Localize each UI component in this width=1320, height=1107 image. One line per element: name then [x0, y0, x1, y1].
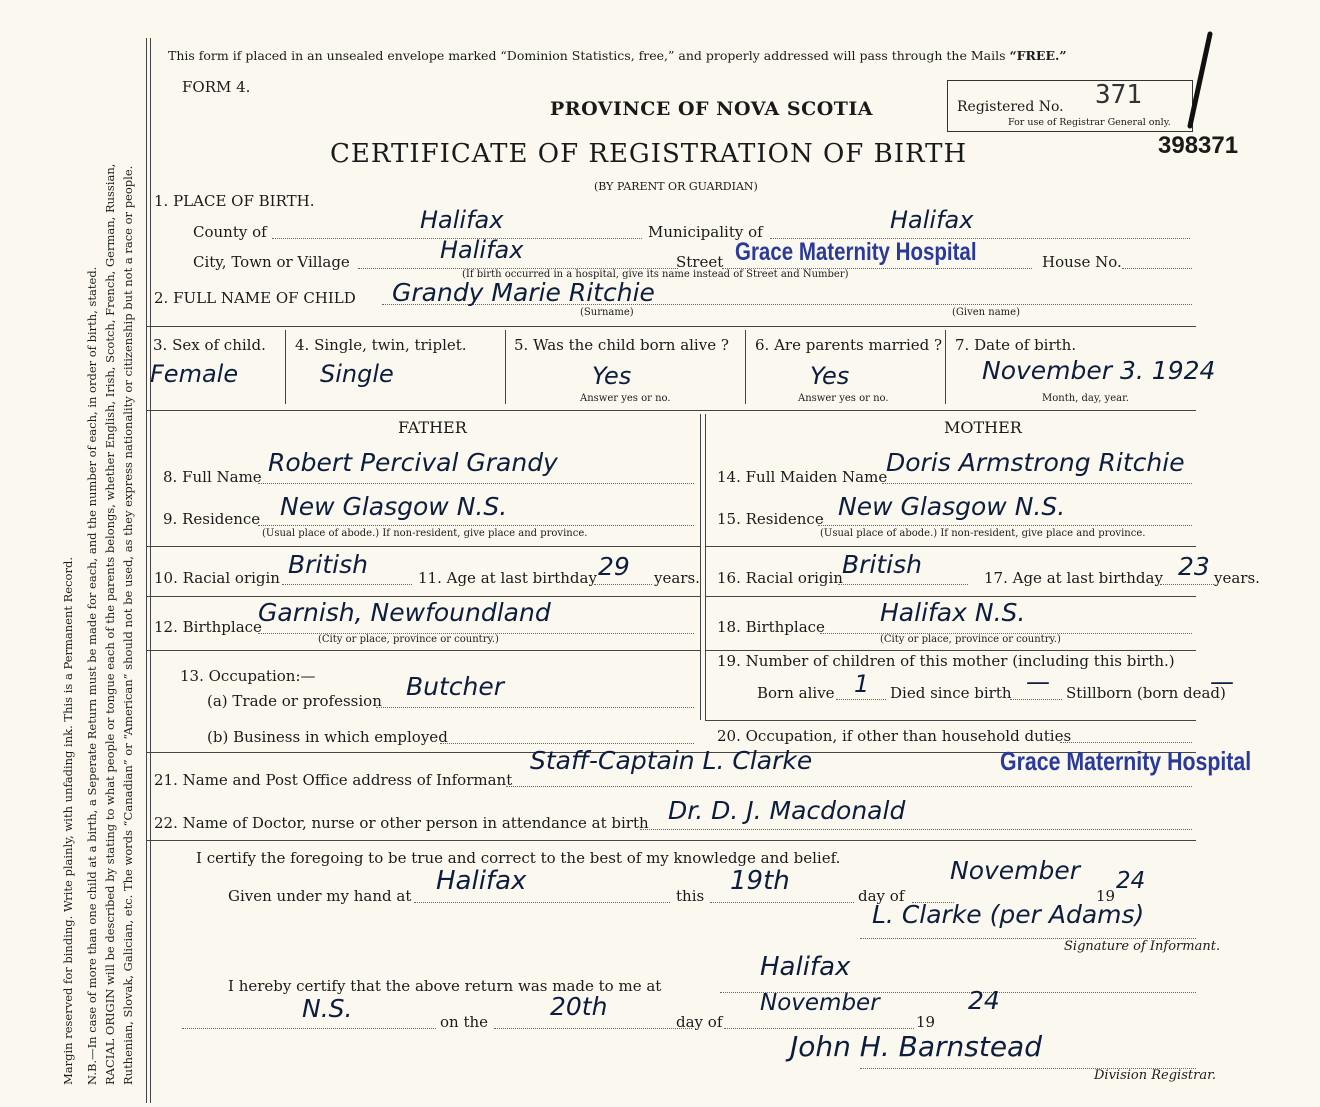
- form-number: FORM 4.: [182, 78, 251, 96]
- father-racial-value: British: [288, 550, 368, 579]
- father-years-label: years.: [654, 569, 700, 587]
- mother-residence-note: (Usual place of abode.) If non-resident, give place and province.: [820, 528, 1146, 539]
- mother-birthplace-label: 18. Birthplace: [717, 618, 825, 636]
- check-mark-icon: [1180, 30, 1220, 130]
- left-border: [146, 38, 147, 1103]
- mother-racial-label: 16. Racial origin: [717, 569, 843, 587]
- street-label: Street: [676, 253, 724, 271]
- county-value: Halifax: [420, 206, 504, 234]
- informant-name: Staff-Captain L. Clarke: [530, 746, 813, 775]
- street-hospital-stamp: Grace Maternity Hospital: [735, 238, 977, 266]
- margin-note-4: Ruthenian, Slovak, Galician, etc. The words “Canadian” or “American” should not be used, as they express nationality or citizenship but not a race or people.: [121, 165, 135, 1085]
- mother-name-value: Doris Armstrong Ritchie: [886, 448, 1185, 477]
- father-birthplace-label: 12. Birthplace: [154, 618, 262, 636]
- registrar-statement: I hereby certify that the above return was made to me at: [228, 977, 662, 995]
- registered-label: Registered No.: [957, 99, 1064, 115]
- margin-note-3: RACIAL ORIGIN will be described by stating to what people or tongue each of the parents belongs, whether English, Irish, Scotch, French, German, Russian,: [103, 163, 117, 1085]
- informant-signature-label: Signature of Informant.: [1064, 939, 1221, 954]
- sex-value: Female: [150, 360, 239, 388]
- given-at-label: Given under my hand at: [228, 887, 412, 905]
- trade-value: Butcher: [406, 672, 505, 701]
- mother-birthplace-value: Halifax N.S.: [880, 598, 1026, 627]
- certify-day-value: 19th: [730, 866, 790, 896]
- municipality-label: Municipality of: [648, 223, 763, 241]
- registrar-place-value: Halifax: [760, 952, 851, 982]
- mother-age-value: 23: [1178, 552, 1210, 581]
- municipality-value: Halifax: [890, 206, 974, 234]
- city-value: Halifax: [440, 236, 524, 264]
- doctor-label: 22. Name of Doctor, nurse or other person in attendance at birth: [154, 814, 649, 832]
- parents-married-label: 6. Are parents married ?: [755, 336, 943, 354]
- registrar-year-prefix: 19: [916, 1013, 936, 1031]
- certify-year-prefix: 19: [1096, 887, 1116, 905]
- surname-note: (Surname): [580, 307, 634, 318]
- stillborn-label: Stillborn (born dead): [1066, 684, 1226, 702]
- father-birthplace-note: (City or place, province or country.): [318, 634, 499, 645]
- this-label: this: [676, 887, 705, 905]
- parents-married-answer: Yes: [810, 362, 850, 390]
- child-name-value: Grandy Marie Ritchie: [392, 278, 655, 307]
- mother-heading: MOTHER: [944, 418, 1022, 437]
- given-name-note: (Given name): [952, 307, 1020, 318]
- certify-statement: I certify the foregoing to be true and correct to the best of my knowledge and belief.: [196, 849, 841, 867]
- margin-note-2: N.B.—In case of more than one child at a birth, a Seperate Return must be made for each, and the number of each, in order of birth, stated.: [85, 266, 99, 1085]
- registrar-signature-label: Division Registrar.: [1094, 1068, 1216, 1083]
- doctor-value: Dr. D. J. Macdonald: [668, 796, 906, 825]
- margin-note-1: Margin reserved for binding. Write plainly, with unfading ink. This is a Permanent Record.: [61, 557, 75, 1085]
- dob-note: Month, day, year.: [1042, 393, 1129, 404]
- place-of-birth-label: 1. PLACE OF BIRTH.: [154, 192, 315, 210]
- child-name-label: 2. FULL NAME OF CHILD: [154, 289, 356, 307]
- father-age-value: 29: [598, 552, 630, 581]
- born-alive-label: Born alive: [757, 684, 835, 702]
- registrar-day-value: 20th: [550, 992, 608, 1021]
- house-number-label: House No.: [1042, 253, 1122, 271]
- date-of-birth-value: November 3. 1924: [982, 356, 1216, 385]
- children-count-label: 19. Number of children of this mother (including this birth.): [717, 652, 1175, 670]
- registered-number: 371: [1095, 80, 1142, 110]
- died-since-birth-label: Died since birth: [890, 684, 1012, 702]
- mother-age-label: 17. Age at last birthday: [984, 569, 1163, 587]
- mother-years-label: years.: [1214, 569, 1260, 587]
- registrar-year-value: 24: [968, 986, 1000, 1015]
- document-subtitle: (BY PARENT OR GUARDIAN): [594, 180, 758, 193]
- mother-name-label: 14. Full Maiden Name: [717, 468, 888, 486]
- father-name-label: 8. Full Name: [163, 468, 262, 486]
- answer-note-6: Answer yes or no.: [798, 393, 889, 404]
- died-since-birth-value: —: [1026, 668, 1050, 696]
- plurality-value: Single: [320, 360, 394, 388]
- informant-label: 21. Name and Post Office address of Informant: [154, 771, 513, 789]
- mother-birthplace-note: (City or place, province or country.): [880, 634, 1061, 645]
- certify-year-value: 24: [1116, 868, 1146, 894]
- document-title: CERTIFICATE OF REGISTRATION OF BIRTH: [330, 139, 968, 169]
- mother-residence-value: New Glasgow N.S.: [838, 492, 1066, 521]
- father-residence-note: (Usual place of abode.) If non-resident, give place and province.: [262, 528, 588, 539]
- father-birthplace-value: Garnish, Newfoundland: [258, 598, 551, 627]
- county-label: County of: [193, 223, 267, 241]
- sex-label: 3. Sex of child.: [153, 336, 266, 354]
- registrar-use-note: For use of Registrar General only.: [1008, 117, 1171, 128]
- born-alive-answer: Yes: [592, 362, 632, 390]
- born-alive-value: 1: [854, 670, 870, 698]
- father-racial-label: 10. Racial origin: [154, 569, 280, 587]
- trade-label: (a) Trade or profession: [207, 692, 382, 710]
- hospital-note: (If birth occurred in a hospital, give its name instead of Street and Number): [462, 269, 849, 280]
- city-label: City, Town or Village: [193, 253, 350, 271]
- certify-day-of-label: day of: [858, 887, 905, 905]
- born-alive-question-label: 5. Was the child born alive ?: [514, 336, 729, 354]
- stillborn-value: —: [1210, 668, 1234, 696]
- mother-residence-label: 15. Residence: [717, 510, 824, 528]
- file-number: 398371: [1158, 132, 1239, 159]
- business-label: (b) Business in which employed: [207, 728, 448, 746]
- date-of-birth-label: 7. Date of birth.: [955, 336, 1077, 354]
- registrar-month-value: November: [760, 990, 880, 1016]
- mother-occupation-label: 20. Occupation, if other than household duties: [717, 727, 1072, 745]
- father-age-label: 11. Age at last birthday: [418, 569, 597, 587]
- registrar-place2-value: N.S.: [302, 994, 353, 1023]
- father-residence-value: New Glasgow N.S.: [280, 492, 508, 521]
- father-name-value: Robert Percival Grandy: [268, 448, 558, 477]
- informant-signature: L. Clarke (per Adams): [872, 900, 1145, 929]
- given-at-value: Halifax: [436, 866, 527, 896]
- registrar-day-of-label: day of: [676, 1013, 723, 1031]
- informant-hospital-stamp: Grace Maternity Hospital: [1000, 746, 1252, 776]
- occupation-label: 13. Occupation:—: [180, 667, 316, 685]
- certify-month-value: November: [950, 856, 1081, 885]
- father-residence-label: 9. Residence: [163, 510, 261, 528]
- left-border-inner: [150, 38, 151, 1103]
- mail-notice: This form if placed in an unsealed envelope marked “Dominion Statistics, free,” and properly addressed will pass through the Mails “FREE.”: [168, 48, 1067, 63]
- registrar-on-label: on the: [440, 1013, 489, 1031]
- father-heading: FATHER: [398, 418, 467, 437]
- mother-racial-value: British: [842, 550, 922, 579]
- answer-note-5: Answer yes or no.: [580, 393, 671, 404]
- registrar-signature: John H. Barnstead: [790, 1030, 1042, 1063]
- province-heading: PROVINCE OF NOVA SCOTIA: [550, 98, 874, 120]
- plurality-label: 4. Single, twin, triplet.: [295, 336, 467, 354]
